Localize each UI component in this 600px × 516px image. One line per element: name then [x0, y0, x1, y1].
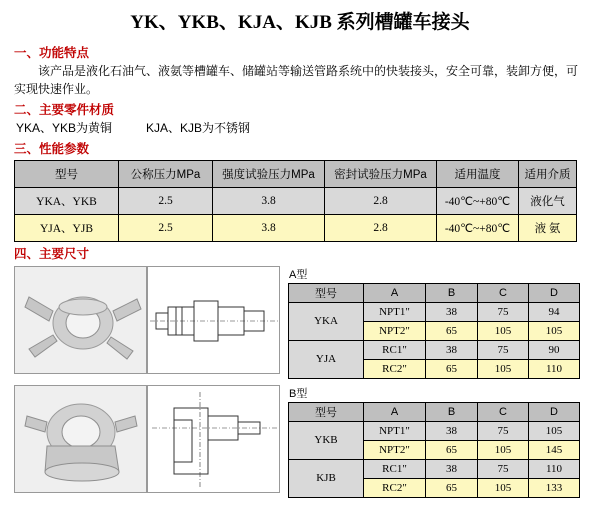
spec-cell: YKA、YKB: [15, 187, 119, 214]
coupling-drawing-a-graphic: [148, 267, 280, 374]
spec-cell: -40℃~+80℃: [437, 214, 519, 241]
table-row: [289, 459, 580, 478]
dim-header-cell: 型号: [289, 402, 364, 421]
dim-header-cell: C: [478, 283, 529, 302]
dim-cell: 105: [478, 359, 529, 378]
dim-cell: RC1": [364, 340, 426, 359]
spec-header-cell: 适用温度: [437, 160, 519, 187]
dim-table-a-label: A型: [289, 268, 308, 281]
dim-cell: 38: [426, 459, 478, 478]
dim-cell: NPT1": [364, 421, 426, 440]
dim-cell: 105: [478, 478, 529, 497]
section-heading-features: 一、功能特点: [14, 45, 90, 60]
material-lines: [14, 119, 586, 137]
table-row: [289, 340, 580, 359]
dim-model-cell: YKA: [289, 302, 364, 340]
spec-table-header-row: [15, 160, 577, 187]
dim-table-a: [288, 283, 580, 379]
table-row: [289, 302, 580, 321]
dim-header-cell: 型号: [289, 283, 364, 302]
dim-cell: 65: [426, 440, 478, 459]
technical-drawing-a: [147, 266, 280, 374]
dim-cell: 75: [478, 340, 529, 359]
page-title: YK、YKB、KJA、KJB 系列槽罐车接头: [130, 12, 470, 33]
dim-cell: 38: [426, 421, 478, 440]
dim-header-cell: D: [529, 402, 580, 421]
dim-cell: RC2": [364, 478, 426, 497]
dim-table-b-wrapper: [288, 385, 580, 498]
dim-cell: 65: [426, 321, 478, 340]
dim-cell: 133: [529, 478, 580, 497]
dim-cell: 105: [529, 421, 580, 440]
spec-cell: 3.8: [213, 187, 325, 214]
dim-cell: 65: [426, 478, 478, 497]
spec-cell: 2.8: [325, 187, 437, 214]
section-heading-performance: 三、性能参数: [14, 141, 90, 156]
dim-cell: 65: [426, 359, 478, 378]
spec-cell: 2.5: [119, 187, 213, 214]
spec-cell: -40℃~+80℃: [437, 187, 519, 214]
table-row: [15, 214, 577, 241]
dim-model-cell: YKB: [289, 421, 364, 459]
spec-header-cell: 公称压力MPa: [119, 160, 213, 187]
dim-table-b-label: B型: [289, 387, 308, 400]
dim-cell: 75: [478, 459, 529, 478]
dim-cell: 105: [478, 321, 529, 340]
spec-cell: 液 氨: [519, 214, 577, 241]
dim-cell: NPT2": [364, 440, 426, 459]
dim-header-cell: C: [478, 402, 529, 421]
table-row: [289, 421, 580, 440]
coupling-drawing-b-graphic: [148, 386, 280, 493]
spec-cell: 2.5: [119, 214, 213, 241]
dim-cell: NPT1": [364, 302, 426, 321]
dim-cell: RC2": [364, 359, 426, 378]
dim-cell: 110: [529, 359, 580, 378]
dim-model-cell: KJB: [289, 459, 364, 497]
section-heading-material: 二、主要零件材质: [14, 102, 115, 117]
coupling-photo-a-graphic: [15, 267, 147, 374]
dimensions-area: [14, 266, 586, 498]
dim-model-cell: YJA: [289, 340, 364, 378]
spec-header-cell: 密封试验压力MPa: [325, 160, 437, 187]
dim-cell: 38: [426, 302, 478, 321]
section-heading-dimensions: 四、主要尺寸: [14, 246, 90, 261]
dim-table-a-wrapper: [288, 266, 580, 379]
dim-cell: RC1": [364, 459, 426, 478]
dim-cell: 145: [529, 440, 580, 459]
dim-cell: 105: [529, 321, 580, 340]
dimensions-row-b: [14, 385, 586, 498]
dim-cell: 75: [478, 421, 529, 440]
dim-cell: 38: [426, 340, 478, 359]
dim-header-cell: A: [364, 402, 426, 421]
table-row: [15, 187, 577, 214]
spec-header-cell: 强度试验压力MPa: [213, 160, 325, 187]
dim-cell: NPT2": [364, 321, 426, 340]
spec-header-cell: 适用介质: [519, 160, 577, 187]
spec-header-cell: 型号: [15, 160, 119, 187]
product-photo-b: [14, 385, 147, 493]
dim-header-cell: A: [364, 283, 426, 302]
spec-cell: 液化气: [519, 187, 577, 214]
dim-header-cell: B: [426, 402, 478, 421]
technical-drawing-b: [147, 385, 280, 493]
material-line-1: YKA、YKB为黄铜: [16, 120, 113, 135]
dim-cell: 110: [529, 459, 580, 478]
dim-header-cell: D: [529, 283, 580, 302]
dim-table-b-header-row: [289, 402, 580, 421]
dim-cell: 105: [478, 440, 529, 459]
product-photo-a: [14, 266, 147, 374]
dim-cell: 94: [529, 302, 580, 321]
material-line-2: KJA、KJB为不锈钢: [146, 120, 251, 135]
dim-table-a-header-row: [289, 283, 580, 302]
spec-cell: 2.8: [325, 214, 437, 241]
spec-table: [14, 160, 577, 242]
dim-table-b: [288, 402, 580, 498]
features-text: 该产品是液化石油气、液氨等槽罐车、储罐站等输送管路系统中的快装接头，安全可靠，装卸方便，可实现快速作业。: [14, 63, 579, 96]
spec-cell: YJA、YJB: [15, 214, 119, 241]
dimensions-row-a: [14, 266, 586, 379]
dim-header-cell: B: [426, 283, 478, 302]
dim-cell: 75: [478, 302, 529, 321]
coupling-photo-b-graphic: [15, 386, 147, 493]
spec-cell: 3.8: [213, 214, 325, 241]
dim-cell: 90: [529, 340, 580, 359]
